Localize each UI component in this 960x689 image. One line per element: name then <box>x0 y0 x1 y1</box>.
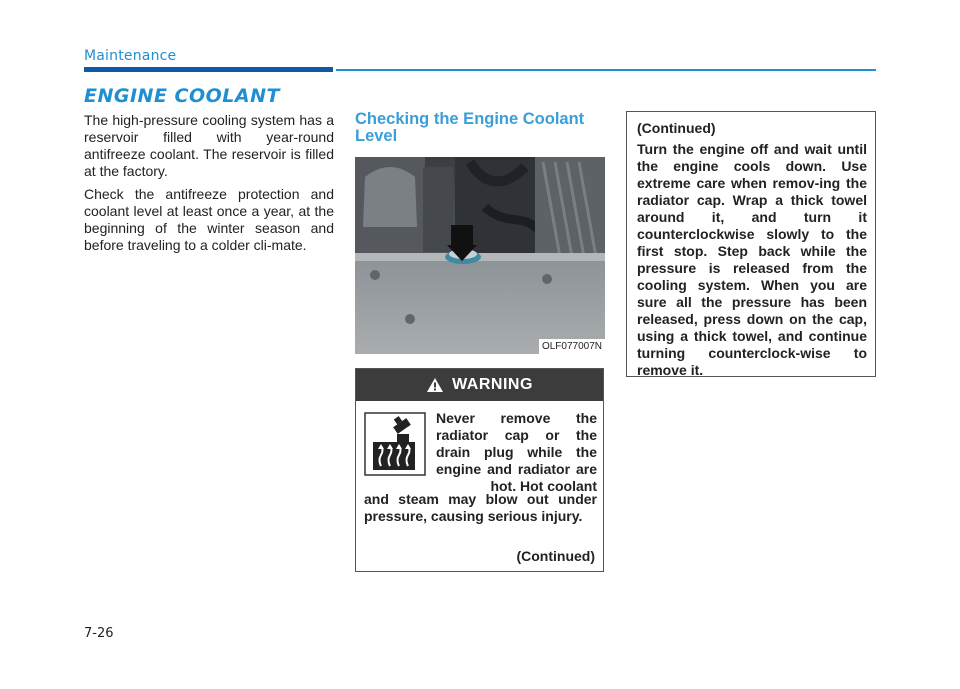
continued-text: Turn the engine off and wait until the engine cools down. Use extreme care when remov-ing the radiator cap. Wrap a thick towel around it, and turn it counterclockwise slowly to the first stop. Step back while the pressure is released from the cooling system. When you are sure all the pressure has been released, press down on the cap, using a thick towel, and continue turning counterclock-wise to remove it. <box>637 141 867 378</box>
hot-radiator-cap-icon <box>364 412 426 476</box>
page-number: 7-26 <box>84 626 114 641</box>
warning-text-part1: Never remove the radiator cap or the drain plug while the engine and radiator are hot. Hot coolant <box>436 410 597 494</box>
intro-column <box>84 112 334 260</box>
warning-triangle-icon <box>426 377 444 393</box>
warning-header <box>356 369 603 401</box>
continued-label: (Continued) <box>637 120 716 136</box>
intro-paragraph-2: Check the antifreeze protection and coolant level at least once a year, at the beginning of the winter season and before traveling to a colder cli-mate. <box>84 186 334 253</box>
section-title: ENGINE COOLANT <box>84 85 280 107</box>
header-rule-thick <box>84 67 333 72</box>
photo-caption: OLF077007N <box>539 339 605 354</box>
continued-box <box>626 111 876 377</box>
warning-text-part2: and steam may blow out under pressure, causing serious injury. <box>364 491 597 524</box>
warning-box <box>355 368 604 572</box>
intro-paragraph-1: The high-pressure cooling system has a reservoir filled with year-round antifreeze coolant. The reservoir is filled at the factory. <box>84 112 334 179</box>
warning-title: WARNING <box>452 376 533 393</box>
engine-photo <box>355 157 605 354</box>
engine-bay-illustration <box>355 157 605 354</box>
section-label: Maintenance <box>84 48 177 64</box>
warning-continued: (Continued) <box>516 548 595 564</box>
header-rule-thin <box>336 69 876 71</box>
check-heading: Checking the Engine Coolant Level <box>355 110 585 145</box>
